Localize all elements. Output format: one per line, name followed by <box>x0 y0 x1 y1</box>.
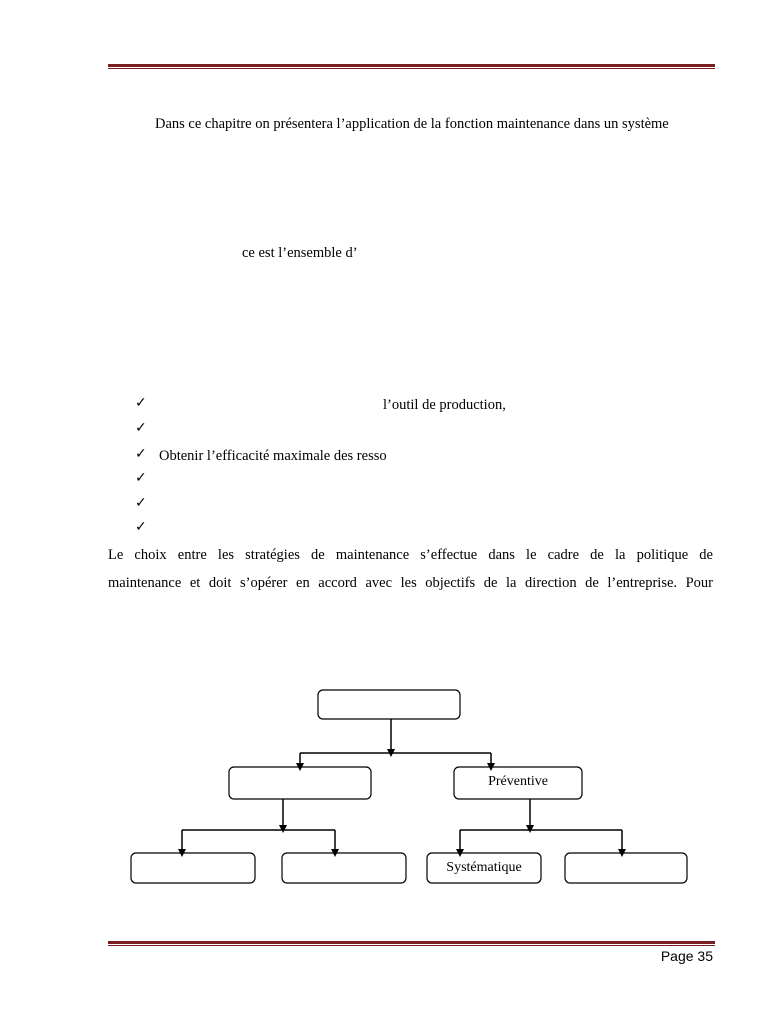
check-icon: ✓ <box>135 519 147 535</box>
page-number: Page 35 <box>660 948 713 964</box>
check-icon: ✓ <box>135 395 147 411</box>
preventive-label: Préventive <box>488 774 548 789</box>
paragraph-line-2: maintenance et doit s’opérer en accord avec les objectifs de la direction de l’entreprise. Pour <box>108 575 713 591</box>
footer-rule <box>108 941 715 946</box>
intro-fragment: ce est l’ensemble d’ <box>242 245 358 261</box>
systematic-label: Systématique <box>446 860 522 875</box>
paragraph-line-1: Le choix entre les stratégies de maintenance s’effectue dans le cadre de la politique de <box>108 547 713 563</box>
leaf-box-4 <box>565 853 687 883</box>
check-icon: ✓ <box>135 495 147 511</box>
check-icon: ✓ <box>135 470 147 486</box>
leaf-box-2 <box>282 853 406 883</box>
check-icon: ✓ <box>135 446 147 462</box>
check-icon: ✓ <box>135 420 147 436</box>
objective-item-1-fragment: l’outil de production, <box>383 397 506 413</box>
root-box <box>318 690 460 719</box>
leaf-box-1 <box>131 853 255 883</box>
objective-item-3: Obtenir l’efficacité maximale des resso <box>159 448 387 464</box>
corrective-box <box>229 767 371 799</box>
intro-line: Dans ce chapitre on présentera l’application de la fonction maintenance dans un système <box>155 116 669 132</box>
